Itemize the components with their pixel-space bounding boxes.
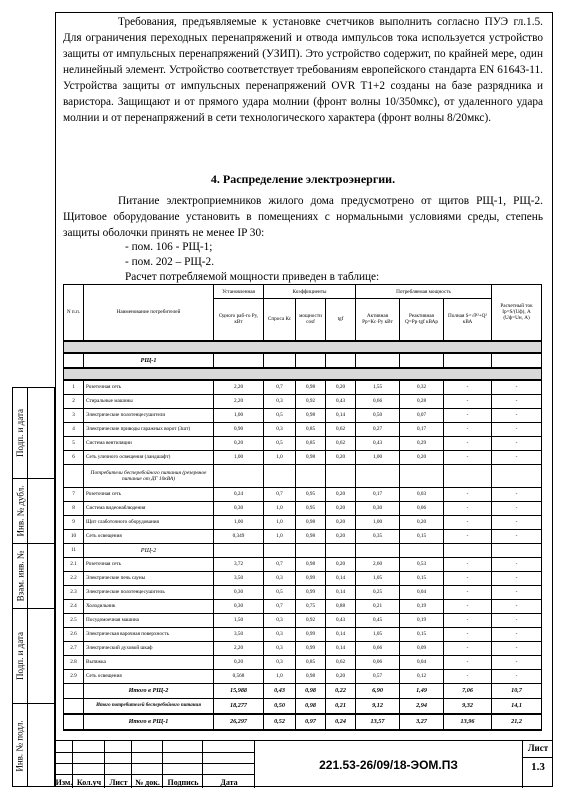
table-row: 2.5 Посудомоечная машина 1,50 0,3 0,92 0,43 0,45 0,19 - - xyxy=(64,613,542,627)
tb-label-kol: Кол.уч xyxy=(76,778,102,787)
document-code: 221.53-26/09/18-ЭОМ.ПЗ xyxy=(255,741,523,788)
strip-column-labels xyxy=(12,387,28,787)
section-paragraph: Питание электроприемников жилого дома предусмотрено от щитов РЩ-1, РЩ-2. Щитовое оборудование установить в помещениях с нормальными условиями среды, степень защиты оболочки принять не менее IP 30: xyxy=(63,195,543,239)
header-coeff-group: Коэффициенты xyxy=(264,285,356,299)
sheet-label: Лист xyxy=(523,743,553,758)
table-row: 3 Электрические полотенцесушители 1,00 0,5 0,98 0,14 0,50 0,07 - - xyxy=(64,408,542,422)
backup-group-row xyxy=(64,464,542,487)
table-row: 7 Розеточная сеть 0,24 0,7 0,95 0,20 0,17 0,03 - - xyxy=(64,487,542,501)
table-row: 6 Сеть уличного освещения (ландшафт) 1,00 1,0 0,98 0,20 1,00 0,20 - - xyxy=(64,450,542,464)
table-row: 9 Щит слаботочного оборудования 1,00 1,0 0,98 0,20 1,00 0,20 - - xyxy=(64,515,542,529)
strip-label-orig-inv: Инв. № подл. xyxy=(15,719,25,772)
strip-label-replace-inv: Взам. инв. № xyxy=(15,550,25,601)
header-installed: Одного раб-го Ру, кВт xyxy=(214,299,264,341)
strip-label-sign-date-2: Подп. и дата xyxy=(15,631,25,680)
header-reactive: Реактивная Q=Рр·tgf кВАр xyxy=(400,299,444,341)
table-row: 2.4 Холодильник 0,30 0,7 0,75 0,88 0,21 0,19 - - xyxy=(64,599,542,613)
table-row: 2.9 Сеть освещения 0,568 1,0 0,98 0,20 0,57 0,12 - - xyxy=(64,669,542,683)
table-row: 2.3 Электрические полотенцесушитель 0,30 0,5 0,99 0,14 0,25 0,04 - - xyxy=(64,585,542,599)
table-row: 2.6 Электрическая варочная поверхность 3,50 0,3 0,99 0,14 1,05 0,15 - - xyxy=(64,627,542,641)
power-calculation-table xyxy=(63,284,542,731)
room-list xyxy=(125,240,525,285)
header-kc: Спроса Кс xyxy=(264,299,296,341)
header-consumption-group: Потребляемая мощность xyxy=(356,285,492,299)
group-num: 11 xyxy=(64,543,84,557)
header-active: Активная Рр=Кс·Ру кВт xyxy=(356,299,400,341)
total-row-backup: Итого потребителей бесперебойного питания 18,277 0,50 0,98 0,21 9,12 2,94 9,32 14,1 xyxy=(64,698,542,714)
table-row: 8 Система видеонаблюдения 0,30 1,0 0,95 0,20 0,30 0,06 - - xyxy=(64,501,542,515)
header-num: N п.п. xyxy=(64,285,84,341)
strip-column-values xyxy=(28,387,55,787)
table-intro: Расчет потребляемой мощности приведен в таблице: xyxy=(125,271,380,283)
tb-label-izm: Изм. xyxy=(55,778,73,787)
sheet-number: 1.3 xyxy=(531,761,545,773)
title-block xyxy=(55,740,553,787)
tb-label-list: Лист xyxy=(109,778,128,787)
table-row: 2.7 Электрический духовой шкаф 2,20 0,3 0,99 0,14 0,66 0,09 - - xyxy=(64,641,542,655)
table-row: 2.8 Вытяжка 0,20 0,3 0,85 0,62 0,06 0,04 - - xyxy=(64,655,542,669)
tb-label-signature: Подпись xyxy=(167,778,199,787)
strip-label-sign-date-1: Подп. и дата xyxy=(15,408,25,458)
table-row: 10 Сеть освещения 0,349 1,0 0,98 0,20 0,35 0,15 - - xyxy=(64,529,542,543)
tb-label-date: Дата xyxy=(220,778,238,787)
group-title: РЩ-1 xyxy=(84,353,214,368)
backup-group-title: Потребители бесперебойного питания (резервное питание от ДГ 10кВА) xyxy=(84,464,214,487)
header-name: Наименование потребителей xyxy=(84,285,214,341)
header-installed-group: Установленная xyxy=(214,285,264,299)
header-cos: мощности cosf xyxy=(296,299,326,341)
sheet-box xyxy=(523,741,553,788)
intro-paragraph-block xyxy=(63,14,543,126)
room-list-item: - пом. 106 - РЩ-1; xyxy=(125,241,213,253)
left-stamp-strip xyxy=(12,387,55,787)
table-row: 1 Розеточная сеть 2,20 0,7 0,98 0,20 1,55 0,32 - - xyxy=(64,380,542,395)
intro-paragraph: Требования, предъявляемые к установке счетчиков выполнить согласно ПУЭ гл.1.5. Для ограничения переходных перенапряжений и отвода импульсов тока используется устройство защиты от импульсных перенапряжений (УЗИП). Это устройство содержит, по крайней мере, один нелинейный элемент. Устройство соответствует требованиям европейского стандарта EN 61643-11. Устройства защиты от импульсных перенапряжений OVR T1+2 созданы на базе разрядника и варистора. Защищают и от прямого удара молнии (фронт волны 10/350мкс), от удаленного удара молнии и от перенапряжений в сети технологического характера (фронт волны 8/20мкс). xyxy=(63,16,543,124)
table-row: 2 Стиральные машины 2,20 0,3 0,92 0,43 0,66 0,28 - - xyxy=(64,394,542,408)
room-list-item: - пом. 202 – РЩ-2. xyxy=(125,256,215,268)
strip-label-dup-inv: Инв. № дубл. xyxy=(15,485,25,536)
table-row: 5 Система вентиляции 0,20 0,5 0,85 0,62 0,43 0,29 - - xyxy=(64,436,542,450)
section-title: 4. Распределение электроэнергии. xyxy=(210,172,396,186)
section-paragraph-block xyxy=(63,193,543,241)
header-full: Полная S=√P²+Q² кВА xyxy=(444,299,492,341)
table-row: 2.2 Электрические печь сауны 3,50 0,3 0,99 0,14 1,05 0,15 - - xyxy=(64,571,542,585)
tb-label-doc: № док. xyxy=(135,778,160,787)
table-row: 2.1 Розеточная сеть 3,72 0,7 0,98 0,20 2,60 0,53 - - xyxy=(64,557,542,571)
group-row-rsh2 xyxy=(64,543,542,557)
header-tg: tgf xyxy=(326,299,356,341)
header-current: Расчетный ток Iр=S/(Uф), А (Uф=Uн, А) xyxy=(492,285,542,341)
total-row-rsh1: Итого в РЩ-1 26,297 0,52 0,97 0,24 13,57 3,27 13,96 21,2 xyxy=(64,714,542,730)
group-row-rsh1 xyxy=(64,353,542,368)
table-row: 4 Электрические приводы гаражных ворот (3шт) 0,90 0,3 0,85 0,62 0,27 0,17 - - xyxy=(64,422,542,436)
total-row-rsh2: Итого в РЩ-2 15,988 0,43 0,98 0,22 6,90 1,49 7,06 10,7 xyxy=(64,683,542,698)
group-title: РЩ-2 xyxy=(84,543,214,557)
